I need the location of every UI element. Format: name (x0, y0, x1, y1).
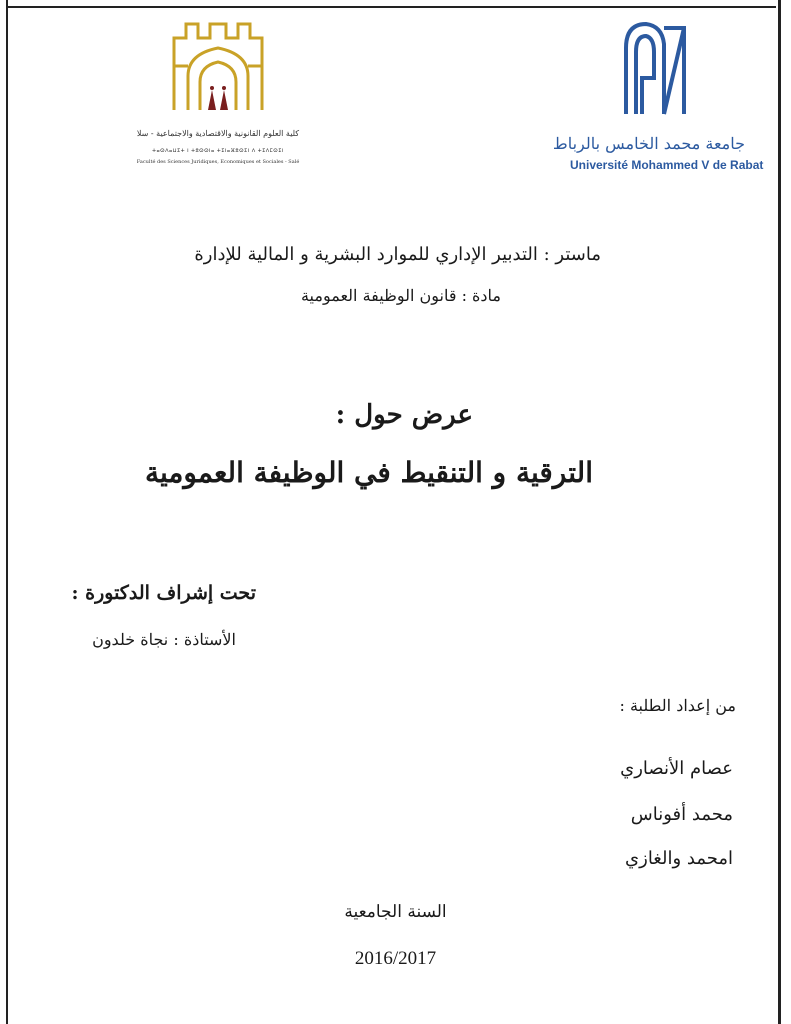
page-border-top (6, 6, 776, 8)
page-border-right (778, 0, 781, 1024)
faculty-name-arabic: كلية العلوم القانونية والاقتصادية والاجتماعية - سلا (136, 129, 300, 138)
university-name-french: Université Mohammed V de Rabat (570, 158, 764, 172)
faculty-name-tifinagh: ⵜⴰⵙⴷⴰⵡⵉⵜ ⵏ ⵜⵓⵙⵙⵏⴰ ⵜⵉⵏⴰⴼⵓⵙⵉⵏ ⴷ ⵜⵉⴷⵎⵙⵉⵏ (152, 148, 284, 154)
student-name: امحمد والغازي (625, 848, 733, 869)
master-program: ماستر : التدبير الإداري للموارد البشرية و المالية للإدارة (194, 244, 601, 265)
university-emblem-icon (620, 18, 690, 118)
students-label: من إعداد الطلبة : (619, 696, 736, 715)
presentation-title: الترقية و التنقيط في الوظيفة العمومية (144, 456, 593, 489)
faculty-logo (128, 14, 308, 174)
course-subject: مادة : قانون الوظيفة العمومية (300, 286, 501, 305)
page-border-left (6, 0, 8, 1024)
university-name-arabic: جامعة محمد الخامس بالرباط (552, 134, 745, 153)
professor-name: الأستاذة : نجاة خلدون (92, 630, 236, 649)
faculty-gate-icon (168, 14, 268, 114)
student-name: محمد أفوناس (630, 804, 733, 825)
university-logo (552, 18, 764, 178)
faculty-name-french: Faculté des Sciences Juridiques, Economiques et Sociales - Salé (136, 159, 300, 165)
presentation-heading: عرض حول : (335, 400, 473, 430)
academic-year-value: 2016/2017 (354, 948, 437, 969)
student-name: عصام الأنصاري (620, 758, 733, 779)
academic-year-label: السنة الجامعية (344, 902, 447, 922)
supervision-label: تحت إشراف الدكتورة : (71, 582, 256, 604)
